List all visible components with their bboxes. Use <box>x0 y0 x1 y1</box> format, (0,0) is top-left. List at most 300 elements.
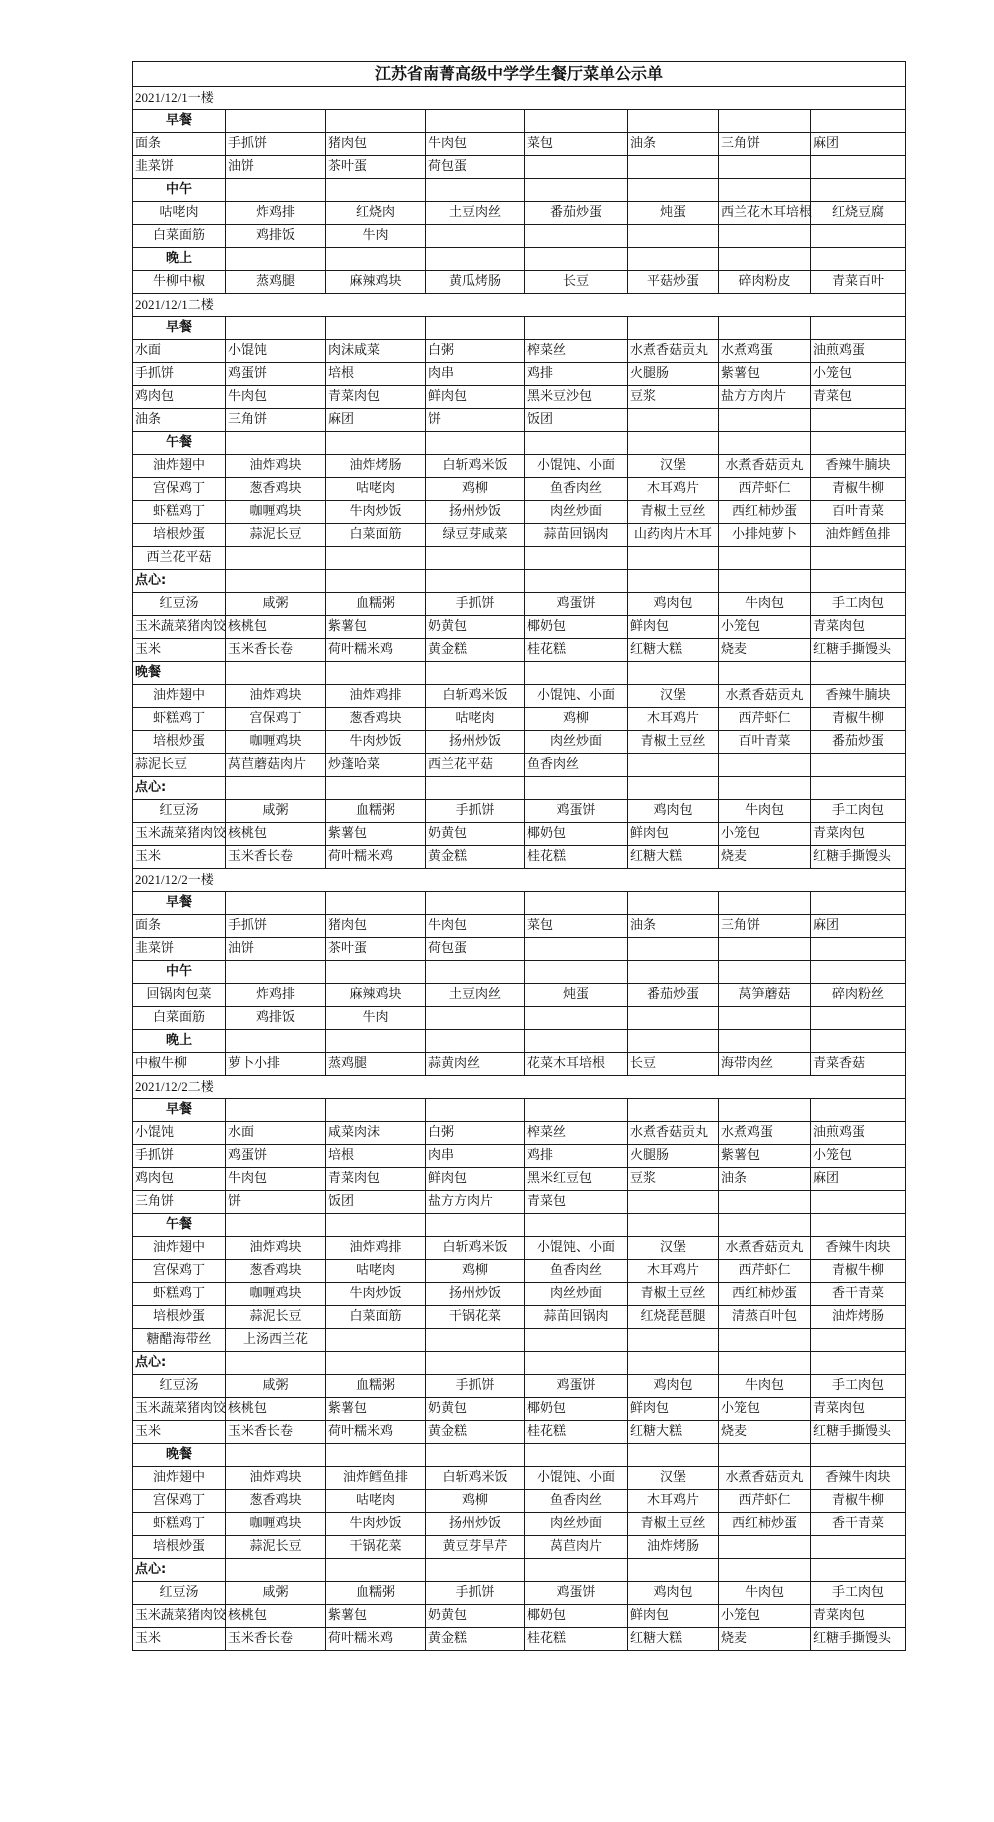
empty-cell <box>628 432 719 455</box>
dish-cell: 水煮鸡蛋 <box>719 1122 811 1145</box>
section-date-row <box>133 87 906 110</box>
menu-row <box>133 363 906 386</box>
empty-cell <box>326 1329 426 1352</box>
empty-cell <box>226 892 326 915</box>
dish-cell: 牛肉包 <box>719 1582 811 1605</box>
dish-cell: 饭团 <box>326 1191 426 1214</box>
dish-cell: 盐方方肉片 <box>426 1191 525 1214</box>
empty-cell <box>811 1559 906 1582</box>
dish-cell: 白粥 <box>426 1122 525 1145</box>
dish-cell: 黑米豆沙包 <box>525 386 628 409</box>
dish-cell: 饼 <box>226 1191 326 1214</box>
empty-cell <box>811 409 906 432</box>
dish-cell: 汉堡 <box>628 455 719 478</box>
dish-cell: 油炸鳕鱼排 <box>811 524 906 547</box>
dish-cell: 鸡柳 <box>525 708 628 731</box>
empty-cell <box>628 1329 719 1352</box>
menu-row <box>133 455 906 478</box>
dish-cell: 鱼香肉丝 <box>525 1490 628 1513</box>
empty-cell <box>426 1099 525 1122</box>
empty-cell <box>525 248 628 271</box>
dish-cell: 青菜肉包 <box>811 1605 906 1628</box>
empty-cell <box>525 1329 628 1352</box>
dish-cell: 核桃包 <box>226 823 326 846</box>
dish-cell: 玉米香长卷 <box>226 1628 326 1651</box>
dish-cell: 黄豆芽旱芹 <box>426 1536 525 1559</box>
dish-cell: 水煮香菇贡丸 <box>719 1237 811 1260</box>
dish-cell: 椰奶包 <box>525 616 628 639</box>
empty-cell <box>226 110 326 133</box>
meal-label: 点心: <box>133 570 226 593</box>
dish-cell: 玉米香长卷 <box>226 639 326 662</box>
empty-cell <box>226 1030 326 1053</box>
menu-row <box>133 340 906 363</box>
empty-cell <box>525 1214 628 1237</box>
empty-cell <box>811 961 906 984</box>
dish-cell: 黄金糕 <box>426 1421 525 1444</box>
dish-cell: 油炸烤肠 <box>811 1306 906 1329</box>
dish-cell: 小笼包 <box>719 1398 811 1421</box>
dish-cell: 肉沫咸菜 <box>326 340 426 363</box>
dish-cell: 烧麦 <box>719 1421 811 1444</box>
meal-header-row <box>133 1444 906 1467</box>
dish-cell: 鲜肉包 <box>628 616 719 639</box>
meal-label: 午餐 <box>133 432 226 455</box>
dish-cell: 猪肉包 <box>326 133 426 156</box>
dish-cell: 青菜肉包 <box>811 823 906 846</box>
dish-cell: 蒜苗回锅肉 <box>525 524 628 547</box>
dish-cell: 红糖手撕馒头 <box>811 1421 906 1444</box>
dish-cell: 西兰花平菇 <box>133 547 226 570</box>
meal-label: 晚餐 <box>133 1444 226 1467</box>
menu-row <box>133 1306 906 1329</box>
section-date: 2021/12/1二楼 <box>133 294 906 317</box>
dish-cell: 土豆肉丝 <box>426 202 525 225</box>
empty-cell <box>811 1352 906 1375</box>
dish-cell: 炸鸡排 <box>226 202 326 225</box>
dish-cell: 三角饼 <box>226 409 326 432</box>
menu-row <box>133 1398 906 1421</box>
menu-row <box>133 1536 906 1559</box>
empty-cell <box>719 662 811 685</box>
dish-cell: 鸡排 <box>525 363 628 386</box>
empty-cell <box>326 777 426 800</box>
empty-cell <box>525 1099 628 1122</box>
empty-cell <box>525 1352 628 1375</box>
dish-cell: 香辣牛腩块 <box>811 455 906 478</box>
empty-cell <box>326 1214 426 1237</box>
dish-cell: 红豆汤 <box>133 1582 226 1605</box>
dish-cell: 红糖手撕馒头 <box>811 846 906 869</box>
empty-cell <box>628 547 719 570</box>
dish-cell: 咸粥 <box>226 800 326 823</box>
dish-cell: 清蒸百叶包 <box>719 1306 811 1329</box>
empty-cell <box>426 777 525 800</box>
dish-cell: 血糯粥 <box>326 1582 426 1605</box>
menu-row <box>133 1375 906 1398</box>
dish-cell: 油炸烤肠 <box>628 1536 719 1559</box>
empty-cell <box>811 1030 906 1053</box>
dish-cell: 水煮鸡蛋 <box>719 340 811 363</box>
empty-cell <box>326 1444 426 1467</box>
menu-row <box>133 1628 906 1651</box>
dish-cell: 黄金糕 <box>426 846 525 869</box>
menu-row <box>133 1513 906 1536</box>
menu-row <box>133 225 906 248</box>
dish-cell: 手工肉包 <box>811 800 906 823</box>
empty-cell <box>426 1559 525 1582</box>
empty-cell <box>719 179 811 202</box>
dish-cell: 莴笋蘑菇 <box>719 984 811 1007</box>
empty-cell <box>719 248 811 271</box>
empty-cell <box>226 1559 326 1582</box>
empty-cell <box>811 777 906 800</box>
empty-cell <box>719 1007 811 1030</box>
dish-cell: 小馄饨、小面 <box>525 685 628 708</box>
dish-cell: 水煮香菇贡丸 <box>719 1467 811 1490</box>
empty-cell <box>426 432 525 455</box>
dish-cell: 红糖大糕 <box>628 1421 719 1444</box>
dish-cell: 西芹虾仁 <box>719 478 811 501</box>
dish-cell: 豆浆 <box>628 1168 719 1191</box>
dish-cell: 鲜肉包 <box>426 386 525 409</box>
empty-cell <box>226 1352 326 1375</box>
dish-cell: 蒜泥长豆 <box>133 754 226 777</box>
empty-cell <box>525 777 628 800</box>
dish-cell: 荷叶糯米鸡 <box>326 639 426 662</box>
dish-cell: 青椒土豆丝 <box>628 1283 719 1306</box>
empty-cell <box>719 317 811 340</box>
dish-cell: 宫保鸡丁 <box>133 1490 226 1513</box>
dish-cell: 手工肉包 <box>811 1375 906 1398</box>
dish-cell: 紫薯包 <box>326 1605 426 1628</box>
empty-cell <box>525 156 628 179</box>
dish-cell: 麻辣鸡块 <box>326 271 426 294</box>
menu-row <box>133 1168 906 1191</box>
menu-row <box>133 685 906 708</box>
dish-cell: 炖蛋 <box>525 984 628 1007</box>
dish-cell: 海带肉丝 <box>719 1053 811 1076</box>
dish-cell: 玉米蔬菜猪肉饺 <box>133 1398 226 1421</box>
dish-cell: 鸡肉包 <box>133 386 226 409</box>
meal-label: 点心: <box>133 1352 226 1375</box>
menu-row <box>133 1007 906 1030</box>
empty-cell <box>719 432 811 455</box>
dish-cell: 肉丝炒面 <box>525 1283 628 1306</box>
dish-cell: 鸡肉包 <box>628 800 719 823</box>
dish-cell: 上汤西兰花 <box>226 1329 326 1352</box>
empty-cell <box>226 662 326 685</box>
dish-cell: 荷包蛋 <box>426 156 525 179</box>
dish-cell: 干锅花菜 <box>426 1306 525 1329</box>
empty-cell <box>426 1329 525 1352</box>
dish-cell: 桂花糕 <box>525 846 628 869</box>
dish-cell: 干锅花菜 <box>326 1536 426 1559</box>
dish-cell: 汉堡 <box>628 1237 719 1260</box>
dish-cell: 菜包 <box>525 133 628 156</box>
dish-cell: 培根 <box>326 363 426 386</box>
dish-cell: 油条 <box>133 409 226 432</box>
dish-cell: 小馄饨、小面 <box>525 455 628 478</box>
dish-cell: 培根炒蛋 <box>133 1306 226 1329</box>
dish-cell: 桂花糕 <box>525 1421 628 1444</box>
dish-cell: 青椒土豆丝 <box>628 1513 719 1536</box>
dish-cell: 烧麦 <box>719 1628 811 1651</box>
dish-cell: 肉丝炒面 <box>525 501 628 524</box>
meal-header-row <box>133 432 906 455</box>
dish-cell: 黄金糕 <box>426 1628 525 1651</box>
menu-row <box>133 271 906 294</box>
meal-header-row <box>133 179 906 202</box>
dish-cell: 咕咾肉 <box>426 708 525 731</box>
dish-cell: 回锅肉包菜 <box>133 984 226 1007</box>
meal-label: 早餐 <box>133 1099 226 1122</box>
menu-row <box>133 478 906 501</box>
empty-cell <box>525 570 628 593</box>
meal-label: 早餐 <box>133 892 226 915</box>
empty-cell <box>628 1352 719 1375</box>
meal-header-row <box>133 892 906 915</box>
dish-cell: 手工肉包 <box>811 593 906 616</box>
empty-cell <box>326 892 426 915</box>
dish-cell: 木耳鸡片 <box>628 708 719 731</box>
meal-header-row <box>133 110 906 133</box>
empty-cell <box>628 1030 719 1053</box>
dish-cell: 培根炒蛋 <box>133 731 226 754</box>
meal-header-row <box>133 1352 906 1375</box>
empty-cell <box>226 1099 326 1122</box>
dish-cell: 青椒牛柳 <box>811 478 906 501</box>
dish-cell: 肉串 <box>426 363 525 386</box>
empty-cell <box>628 938 719 961</box>
empty-cell <box>326 1099 426 1122</box>
empty-cell <box>628 156 719 179</box>
dish-cell: 手抓饼 <box>133 1145 226 1168</box>
dish-cell: 番茄炒蛋 <box>811 731 906 754</box>
dish-cell: 牛柳中椒 <box>133 271 226 294</box>
dish-cell: 桂花糕 <box>525 1628 628 1651</box>
dish-cell: 白菜面筋 <box>326 1306 426 1329</box>
dish-cell: 青菜香菇 <box>811 1053 906 1076</box>
menu-row <box>133 639 906 662</box>
dish-cell: 油饼 <box>226 156 326 179</box>
dish-cell: 手抓饼 <box>226 133 326 156</box>
dish-cell: 手抓饼 <box>226 915 326 938</box>
empty-cell <box>326 1030 426 1053</box>
dish-cell: 咸粥 <box>226 1582 326 1605</box>
dish-cell: 虾糕鸡丁 <box>133 708 226 731</box>
dish-cell: 玉米香长卷 <box>226 846 326 869</box>
dish-cell: 鸡肉包 <box>628 593 719 616</box>
dish-cell: 麻辣鸡块 <box>326 984 426 1007</box>
menu-row <box>133 133 906 156</box>
dish-cell: 玉米 <box>133 846 226 869</box>
menu-row <box>133 1260 906 1283</box>
section-date-row <box>133 1076 906 1099</box>
dish-cell: 鸡肉包 <box>628 1375 719 1398</box>
dish-cell: 茶叶蛋 <box>326 938 426 961</box>
empty-cell <box>226 961 326 984</box>
menu-row <box>133 501 906 524</box>
empty-cell <box>525 225 628 248</box>
empty-cell <box>226 248 326 271</box>
menu-row <box>133 547 906 570</box>
empty-cell <box>326 179 426 202</box>
dish-cell: 蒜黄肉丝 <box>426 1053 525 1076</box>
section-date-row <box>133 294 906 317</box>
empty-cell <box>525 938 628 961</box>
dish-cell: 小笼包 <box>719 616 811 639</box>
empty-cell <box>525 432 628 455</box>
menu-row <box>133 202 906 225</box>
empty-cell <box>426 1444 525 1467</box>
dish-cell: 咕咾肉 <box>326 1260 426 1283</box>
dish-cell: 西红柿炒蛋 <box>719 1283 811 1306</box>
dish-cell: 葱香鸡块 <box>226 1260 326 1283</box>
dish-cell: 油炸鸡块 <box>226 1237 326 1260</box>
dish-cell: 木耳鸡片 <box>628 478 719 501</box>
empty-cell <box>326 317 426 340</box>
menu-row <box>133 1191 906 1214</box>
meal-header-row <box>133 961 906 984</box>
dish-cell: 鱼香肉丝 <box>525 478 628 501</box>
dish-cell: 油炸鸡排 <box>326 685 426 708</box>
dish-cell: 鸡蛋饼 <box>525 1375 628 1398</box>
menu-row <box>133 1605 906 1628</box>
dish-cell: 鲜肉包 <box>628 1605 719 1628</box>
dish-cell: 玉米 <box>133 639 226 662</box>
empty-cell <box>426 248 525 271</box>
dish-cell: 鸡排 <box>525 1145 628 1168</box>
meal-label: 晚上 <box>133 248 226 271</box>
menu-row <box>133 731 906 754</box>
menu-row <box>133 823 906 846</box>
dish-cell: 小馄饨、小面 <box>525 1467 628 1490</box>
dish-cell: 小排炖萝卜 <box>719 524 811 547</box>
dish-cell: 油炸翅中 <box>133 1237 226 1260</box>
empty-cell <box>628 110 719 133</box>
dish-cell: 红糖大糕 <box>628 1628 719 1651</box>
menu-row <box>133 915 906 938</box>
empty-cell <box>719 110 811 133</box>
empty-cell <box>226 179 326 202</box>
empty-cell <box>426 1007 525 1030</box>
empty-cell <box>811 547 906 570</box>
empty-cell <box>811 1536 906 1559</box>
dish-cell: 油煎鸡蛋 <box>811 340 906 363</box>
empty-cell <box>628 570 719 593</box>
dish-cell: 油炸烤肠 <box>326 455 426 478</box>
dish-cell: 青菜百叶 <box>811 271 906 294</box>
empty-cell <box>719 1559 811 1582</box>
dish-cell: 核桃包 <box>226 1605 326 1628</box>
dish-cell: 小笼包 <box>719 823 811 846</box>
empty-cell <box>525 662 628 685</box>
dish-cell: 青椒土豆丝 <box>628 501 719 524</box>
dish-cell: 红糖大糕 <box>628 639 719 662</box>
dish-cell: 奶黄包 <box>426 616 525 639</box>
empty-cell <box>719 570 811 593</box>
empty-cell <box>326 961 426 984</box>
dish-cell: 蒸鸡腿 <box>226 271 326 294</box>
empty-cell <box>628 754 719 777</box>
dish-cell: 油炸翅中 <box>133 1467 226 1490</box>
dish-cell: 山药肉片木耳 <box>628 524 719 547</box>
dish-cell: 西芹虾仁 <box>719 1260 811 1283</box>
dish-cell: 白斩鸡米饭 <box>426 455 525 478</box>
empty-cell <box>811 754 906 777</box>
dish-cell: 汉堡 <box>628 1467 719 1490</box>
empty-cell <box>719 1191 811 1214</box>
dish-cell: 红豆汤 <box>133 1375 226 1398</box>
empty-cell <box>628 317 719 340</box>
dish-cell: 麻团 <box>811 915 906 938</box>
dish-cell: 红豆汤 <box>133 593 226 616</box>
dish-cell: 椰奶包 <box>525 1605 628 1628</box>
section-date: 2021/12/1一楼 <box>133 87 906 110</box>
dish-cell: 番茄炒蛋 <box>628 984 719 1007</box>
meal-header-row <box>133 317 906 340</box>
dish-cell: 紫薯包 <box>326 616 426 639</box>
empty-cell <box>426 1352 525 1375</box>
dish-cell: 黄金糕 <box>426 639 525 662</box>
empty-cell <box>628 179 719 202</box>
meal-header-row <box>133 1030 906 1053</box>
empty-cell <box>326 662 426 685</box>
menu-row <box>133 1490 906 1513</box>
empty-cell <box>628 248 719 271</box>
dish-cell: 百叶青菜 <box>719 731 811 754</box>
dish-cell: 白菜面筋 <box>326 524 426 547</box>
title-row <box>133 62 906 87</box>
meal-label: 午餐 <box>133 1214 226 1237</box>
empty-cell <box>719 1329 811 1352</box>
dish-cell: 汉堡 <box>628 685 719 708</box>
dish-cell: 奶黄包 <box>426 1398 525 1421</box>
dish-cell: 桂花糕 <box>525 639 628 662</box>
dish-cell: 手抓饼 <box>426 1582 525 1605</box>
dish-cell: 饼 <box>426 409 525 432</box>
empty-cell <box>811 225 906 248</box>
empty-cell <box>326 570 426 593</box>
dish-cell: 青菜肉包 <box>326 1168 426 1191</box>
dish-cell: 培根 <box>326 1145 426 1168</box>
dish-cell: 牛肉包 <box>226 386 326 409</box>
dish-cell: 手抓饼 <box>426 800 525 823</box>
dish-cell: 牛肉包 <box>719 1375 811 1398</box>
dish-cell: 椰奶包 <box>525 823 628 846</box>
dish-cell: 培根炒蛋 <box>133 524 226 547</box>
empty-cell <box>811 248 906 271</box>
dish-cell: 油条 <box>719 1168 811 1191</box>
meal-label: 晚上 <box>133 1030 226 1053</box>
empty-cell <box>811 317 906 340</box>
dish-cell: 宫保鸡丁 <box>133 1260 226 1283</box>
empty-cell <box>719 409 811 432</box>
dish-cell: 香辣牛肉块 <box>811 1467 906 1490</box>
dish-cell: 白斩鸡米饭 <box>426 1237 525 1260</box>
menu-row <box>133 1283 906 1306</box>
dish-cell: 水煮香菇贡丸 <box>719 685 811 708</box>
empty-cell <box>525 1444 628 1467</box>
dish-cell: 白斩鸡米饭 <box>426 685 525 708</box>
menu-row <box>133 754 906 777</box>
dish-cell: 紫薯包 <box>326 823 426 846</box>
menu-row <box>133 1122 906 1145</box>
meal-label: 早餐 <box>133 317 226 340</box>
empty-cell <box>628 662 719 685</box>
dish-cell: 油炸翅中 <box>133 455 226 478</box>
